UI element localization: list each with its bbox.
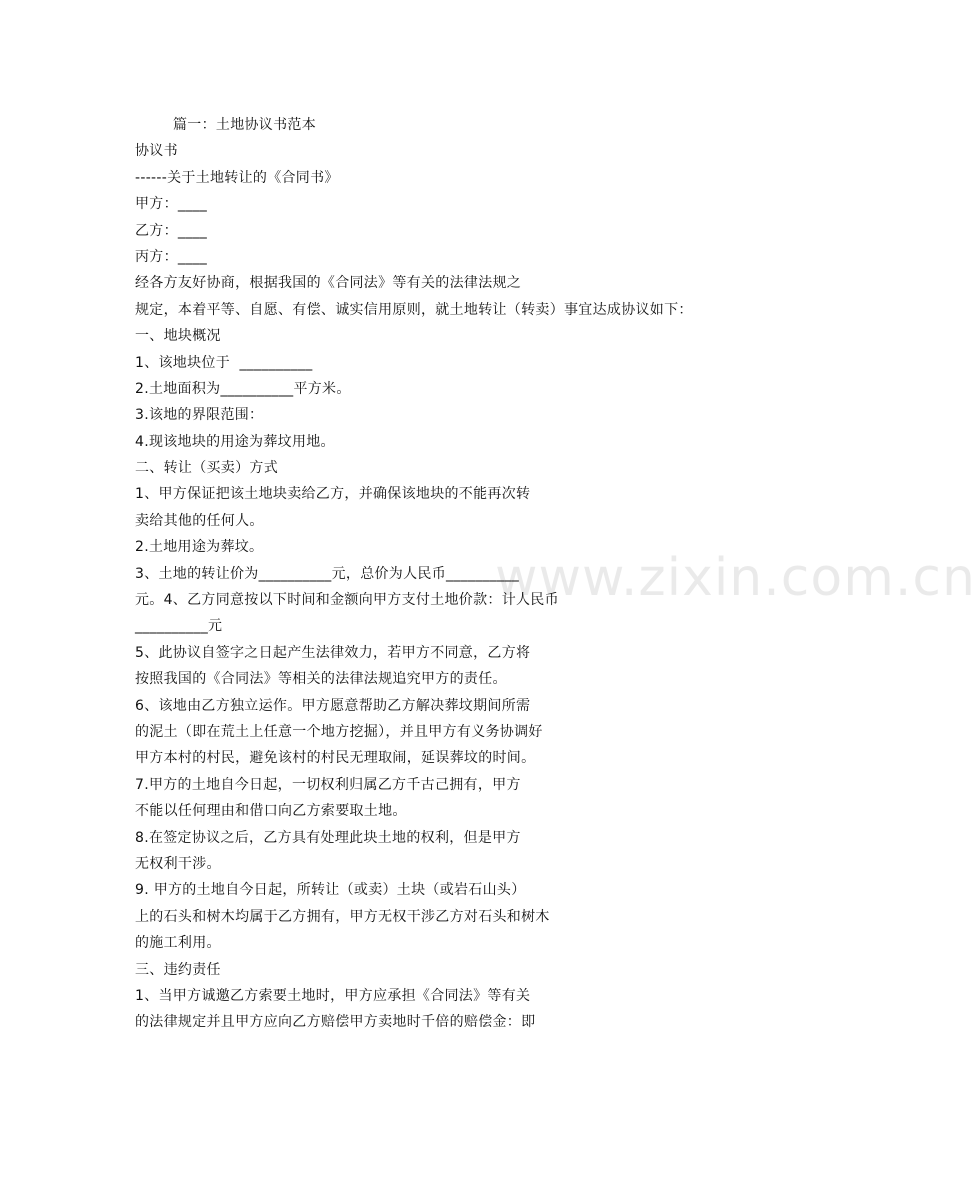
clause-line: 甲方本村的村民，避免该村的村民无理取闹，延误葬坟的时间。 <box>135 750 536 767</box>
clause-line: 上的石头和树木均属于乙方拥有，甲方无权干涉乙方对石头和树木 <box>135 908 550 925</box>
party-a: 甲方：____ <box>135 196 208 213</box>
section-heading: 二、转让（买卖）方式 <box>135 460 278 477</box>
clause-line: 2.土地面积为__________平方米。 <box>135 380 351 397</box>
clause-line: 9. 甲方的土地自今日起，所转让（或卖）土块（或岩石山头） <box>135 882 526 899</box>
clause-line: 的法律规定并且甲方应向乙方赔偿甲方卖地时千倍的赔偿金：即 <box>135 1014 536 1031</box>
clause-line: 1、当甲方诚邀乙方索要土地时，甲方应承担《合同法》等有关 <box>135 987 531 1004</box>
clause-line: 1、甲方保证把该土地块卖给乙方，并确保该地块的不能再次转 <box>135 486 531 503</box>
party-b: 乙方：____ <box>135 222 208 239</box>
section-heading: 三、违约责任 <box>135 961 221 978</box>
watermark: www.zixin.com.cn <box>495 548 976 608</box>
clause-line: 无权利干涉。 <box>135 855 221 872</box>
clause-line: 1、该地块位于 __________ <box>135 354 313 371</box>
clause-line: 8.在签定协议之后，乙方具有处理此块土地的权利，但是甲方 <box>135 829 521 846</box>
party-c: 丙方：____ <box>135 248 208 265</box>
agreement-subtitle: ------关于土地转让的《合同书》 <box>135 169 339 186</box>
clause-line: 7.甲方的土地自今日起，一切权利归属乙方千古己拥有，甲方 <box>135 776 521 793</box>
clause-line: 4.现该地块的用途为葬坟用地。 <box>135 433 335 450</box>
clause-line: __________元 <box>135 618 223 635</box>
clause-line: 卖给其他的任何人。 <box>135 512 264 529</box>
clause-line: 3、土地的转让价为__________元，总价为人民币__________ <box>135 565 520 582</box>
clause-line: 2.土地用途为葬坟。 <box>135 539 264 556</box>
clause-line: 的施工利用。 <box>135 935 221 952</box>
clause-line: 的泥土（即在荒土上任意一个地方挖掘），并且甲方有义务协调好 <box>135 723 543 740</box>
preamble-line: 规定，本着平等、自愿、有偿、诚实信用原则，就土地转让（转卖）事宜达成协议如下： <box>135 301 693 318</box>
clause-line: 不能以任何理由和借口向乙方索要取土地。 <box>135 803 407 820</box>
preamble-line: 经各方友好协商，根据我国的《合同法》等有关的法律法规之 <box>135 275 522 292</box>
clause-line: 按照我国的《合同法》等相关的法律法规追究甲方的责任。 <box>135 671 507 688</box>
clause-line: 5、此协议自签字之日起产生法律效力，若甲方不同意，乙方将 <box>135 644 531 661</box>
agreement-heading: 协议书 <box>135 143 178 160</box>
clause-line: 元。4、乙方同意按以下时间和金额向甲方支付土地价款：计人民币 <box>135 592 559 609</box>
section-heading: 一、地块概况 <box>135 328 221 345</box>
clause-line: 6、该地由乙方独立运作。甲方愿意帮助乙方解决葬坟期间所需 <box>135 697 531 714</box>
clause-line: 3.该地的界限范围： <box>135 407 264 424</box>
document-title: 篇一：土地协议书范本 <box>173 117 316 133</box>
document-body <box>135 112 775 1036</box>
